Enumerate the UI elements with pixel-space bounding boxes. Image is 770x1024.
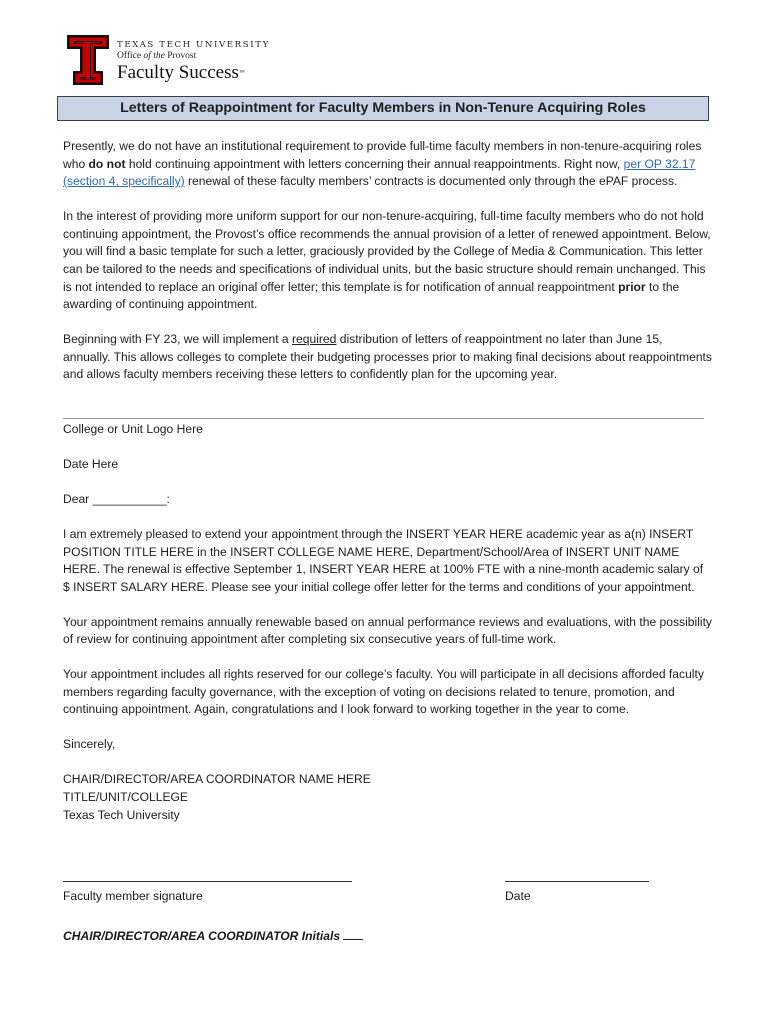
date-placeholder: Date Here xyxy=(63,456,119,471)
initials-line[interactable] xyxy=(343,927,363,940)
letter-body-2: Your appointment remains annually renewable based on annual performance reviews and evaluations, with the possibility of review for continuing appointment after completing six consecutive years of full-time work. xyxy=(63,614,712,647)
faculty-signature-line[interactable] xyxy=(63,872,352,882)
signer-name: CHAIR/DIRECTOR/AREA COORDINATOR NAME HERE xyxy=(63,772,371,787)
date-field[interactable] xyxy=(505,872,649,906)
signer-title: TITLE/UNIT/COLLEGE xyxy=(63,790,188,805)
initials-label: CHAIR/DIRECTOR/AREA COORDINATOR Initials xyxy=(63,929,344,943)
letter-template xyxy=(63,421,713,824)
office-name: Office of the Provost xyxy=(117,51,197,61)
logo-placeholder: College or Unit Logo Here xyxy=(63,422,203,436)
intro-paragraph-2: In the interest of providing more uniform support for our non-tenure-acquiring, full-time faculty members who do not hold continuing appointment, the Provost’s office recommends the annual provision of a letter of renewed appointment. Below, you will find a basic template for such a letter, graciously provided by the College of Media & Communication. This letter can be tailored to the needs and specifications of individual units, but the basic structure should remain unchanged. This is not intended to replace an original offer letter; this template is for notification of annual reappointment prior to the awarding of continuing appointment. xyxy=(63,209,711,312)
double-t-logo-icon xyxy=(66,34,110,86)
intro-section xyxy=(63,138,713,401)
signer-org: Texas Tech University xyxy=(63,807,180,822)
brand-name: Faculty Success™ xyxy=(117,62,245,83)
document-title: Letters of Reappointment for Faculty Members in Non-Tenure Acquiring Roles xyxy=(57,96,709,121)
section-divider xyxy=(63,418,704,419)
letter-body-3: Your appointment includes all rights reserved for our college’s faculty. You will participate in all decisions afforded faculty members regarding faculty governance, with the exception of voting on decisions related to tenure, promotion, and continuing appointment. Again, congratulations and I look forward to working together in the year to come. xyxy=(63,667,704,717)
intro-paragraph-3: Beginning with FY 23, we will implement a required distribution of letters of reappointment no later than June 15, annually. This allows colleges to complete their budgeting processes prior to making final decisions about reappointments and allows faculty members receiving these letters to confidently plan for the upcoming year. xyxy=(63,332,712,382)
university-name: TEXAS TECH UNIVERSITY xyxy=(117,40,270,50)
salutation: Dear ___________: xyxy=(63,491,170,506)
op-32-17-link[interactable]: per OP 32.17 (section 4, specifically) xyxy=(63,156,696,189)
ttu-faculty-success-logo xyxy=(66,34,306,86)
faculty-signature-label: Faculty member signature xyxy=(63,889,203,903)
date-line[interactable] xyxy=(505,872,649,882)
date-label: Date xyxy=(505,889,531,903)
signature-row xyxy=(63,872,713,912)
signer-block xyxy=(63,771,713,824)
letter-body-1: I am extremely pleased to extend your appointment through the INSERT YEAR HERE academic year as a(n) INSERT POSITION TITLE HERE in the INSERT COLLEGE NAME HERE, Department/School/Area of INSERT UNIT NAME HERE. The renewal is effective September 1, INSERT YEAR HERE at 100% FTE with a nine-month academic salary of $ INSERT SALARY HERE. Please see your initial college offer letter for the terms and conditions of your appointment. xyxy=(63,526,704,594)
faculty-signature-field[interactable] xyxy=(63,872,352,906)
closing: Sincerely, xyxy=(63,737,116,752)
intro-paragraph-1: Presently, we do not have an institutional requirement to provide full-time faculty members in non-tenure-acquiring roles who do not hold continuing appointment with letters concerning their annual reappointments. Right now, per OP 32.17 (section 4, specifically) renewal of these faculty members’ contracts is documented only through the ePAF process. xyxy=(63,139,702,189)
initials-field xyxy=(63,927,363,945)
